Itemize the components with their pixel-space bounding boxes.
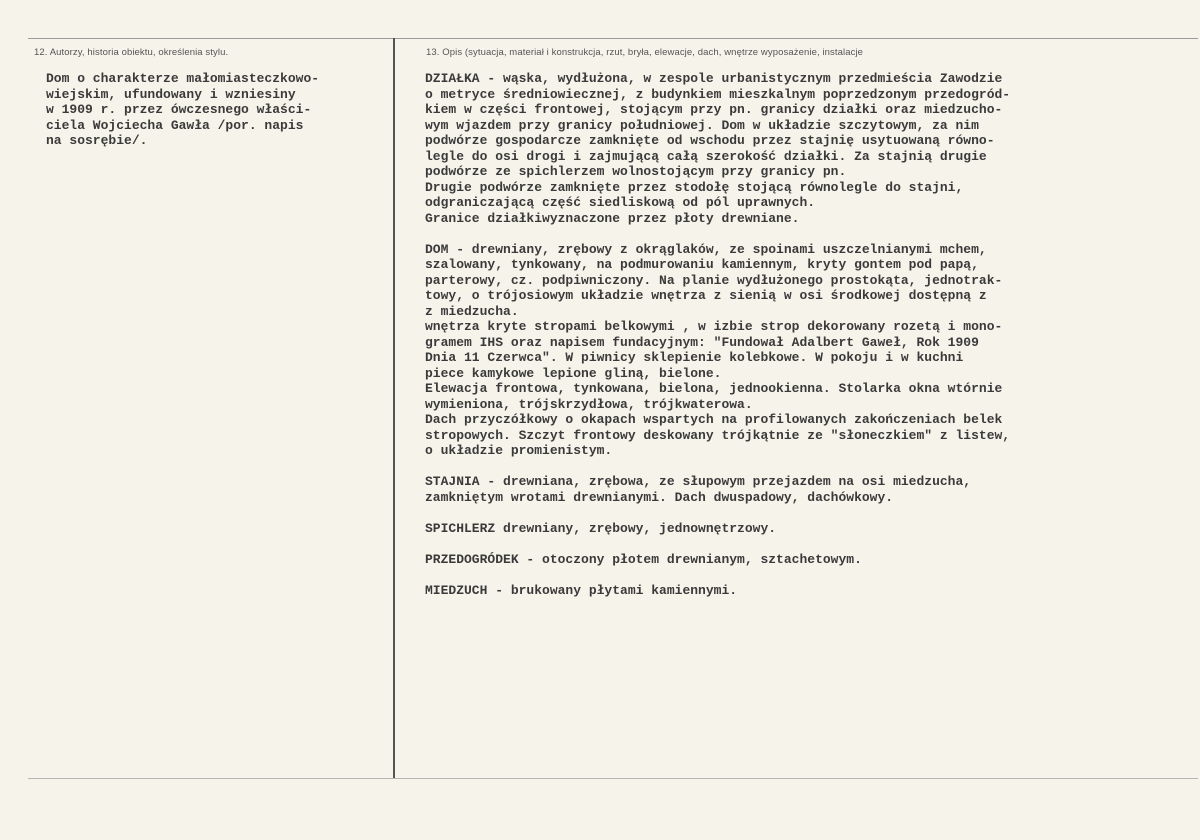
text-line: STAJNIA - drewniana, zrębowa, ze słupowym przejazdem na osi miedzucha, (425, 474, 972, 489)
text-line: Dach przyczółkowy o okapach wspartych na profilowanych zakończeniach belek (425, 412, 1003, 427)
text-line: towy, o trójosiowym układzie wnętrza z sienią w osi środkowej dostępną z (425, 288, 987, 303)
text-line: Dom o charakterze małomiasteczkowo- (46, 71, 320, 86)
text-line: wiejskim, ufundowany i wzniesiny (46, 86, 296, 102)
paragraph-gap (425, 505, 1010, 521)
paragraph-gap (425, 226, 1010, 242)
text-line: Granice działkiwyznaczone przez płoty drewniane. (425, 210, 800, 226)
text-line: stropowych. Szczyt frontowy deskowany trójkątnie ze "słoneczkiem" z listew, (425, 427, 1011, 443)
text-line: o metryce średniowiecznej, z budynkiem mieszkalnym poprzedzonym przedogród- (425, 86, 1011, 102)
column-divider (393, 38, 395, 778)
paragraph-gap (425, 536, 1010, 552)
text-line: PRZEDOGRÓDEK - otoczony płotem drewnianym, sztachetowym. (425, 551, 862, 567)
section-13-text (425, 71, 1010, 598)
text-line: o układzie promienistym. (425, 443, 613, 458)
text-line: Drugie podwórze zamknięte przez stodołę stojącą równolegle do stajni, (425, 179, 964, 195)
text-line: MIEDZUCH - brukowany płytami kamiennymi. (425, 582, 738, 598)
text-line: odgraniczającą część siedliskową od pól uprawnych. (425, 195, 816, 210)
paragraph-spichlerz (425, 521, 1010, 537)
paragraph-gap (425, 459, 1010, 475)
paragraph-przedogrodek (425, 552, 1010, 568)
text-line: legle do osi drogi i zajmującą całą szerokość działki. Za stajnią drugie (425, 148, 987, 164)
paragraph-dom (425, 242, 1010, 459)
text-line: z miedzucha. (425, 303, 519, 319)
top-rule (28, 38, 1198, 39)
text-line: DZIAŁKA - wąska, wydłużona, w zespole urbanistycznym przedmieścia Zawodzie (425, 71, 1003, 86)
text-line: gramem IHS oraz napisem fundacyjnym: "Fundował Adalbert Gaweł, Rok 1909 (425, 334, 979, 350)
text-line: wymieniona, trójskrzydłowa, trójkwaterowa. (425, 396, 753, 412)
text-line: SPICHLERZ drewniany, zrębowy, jednownętrzowy. (425, 520, 777, 536)
text-line: ciela Wojciecha Gawła /por. napis (46, 117, 304, 133)
paragraph-dzialka (425, 71, 1010, 226)
text-line: Dnia 11 Czerwca". W piwnicy sklepienie kolebkowe. W pokoju i w kuchni (425, 350, 964, 365)
text-line: zamkniętym wrotami drewnianymi. Dach dwuspadowy, dachówkowy. (425, 489, 894, 505)
text-line: DOM - drewniany, zrębowy z okrąglaków, ze spoinami uszczelnianymi mchem, (425, 241, 987, 257)
text-line: parterowy, cz. podpiwniczony. Na planie wydłużonego prostokąta, jednotrak- (425, 272, 1003, 288)
section-12-text (46, 71, 319, 149)
text-line: podwórze gospodarcze zamknięte od wschodu przez stajnię usytuowaną równo- (425, 133, 995, 148)
section-13-heading: 13. Opis (sytuacja, materiał i konstrukcja, rzut, bryła, elewacje, dach, wnętrze wyposażenie, instalacje (426, 47, 864, 58)
text-line: wym wjazdem przy granicy południowej. Dom w układzie szczytowym, za nim (425, 117, 979, 133)
paragraph-gap (425, 567, 1010, 583)
text-line: w 1909 r. przez ówczesnego właści- (46, 102, 312, 117)
text-line: szalowany, tynkowany, na podmurowaniu kamiennym, kryty gontem pod papą, (425, 257, 979, 272)
text-line: wnętrza kryte stropami belkowymi , w izbie strop dekorowany rozetą i mono- (425, 319, 1003, 334)
text-line: piece kamykowe lepione gliną, bielone. (425, 365, 722, 381)
section-12-heading: 12. Autorzy, historia obiektu, określenia stylu. (34, 47, 229, 58)
text-line: Elewacja frontowa, tynkowana, bielona, jednookienna. Stolarka okna wtórnie (425, 381, 1003, 396)
text-line: podwórze ze spichlerzem wolnostojącym przy granicy pn. (425, 164, 847, 179)
text-line: na sosrębie/. (46, 133, 148, 148)
paragraph-miedzuch (425, 583, 1010, 599)
paragraph-stajnia (425, 474, 1010, 505)
text-line: kiem w części frontowej, stojącym przy pn. granicy działki oraz miedzucho- (425, 102, 1003, 117)
bottom-rule (28, 778, 1198, 779)
